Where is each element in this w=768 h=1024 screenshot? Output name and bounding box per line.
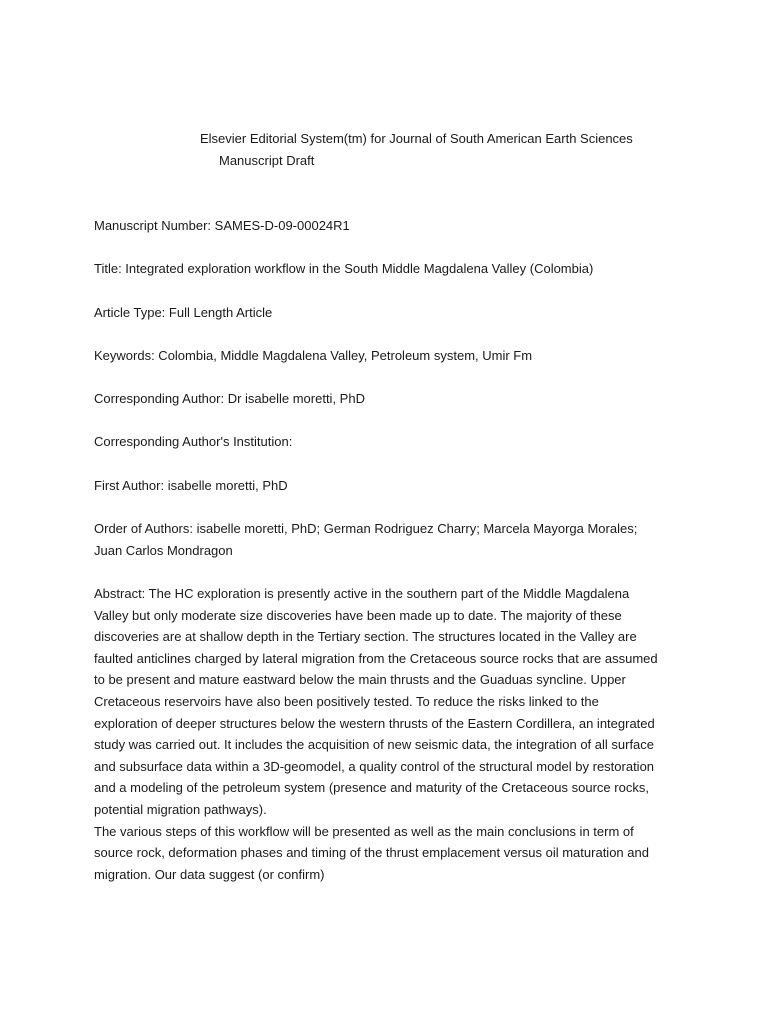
abstract-line: source rock, deformation phases and timing of the thrust emplacement versus oil maturation and <box>94 845 649 861</box>
abstract-line: study was carried out. It includes the acquisition of new seismic data, the integration of all surface <box>94 737 655 753</box>
abstract-line: Valley but only moderate size discoveries have been made up to date. The majority of these <box>94 607 622 623</box>
abstract-line: faulted anticlines charged by lateral migration from the Cretaceous source rocks that are assumed <box>94 650 658 666</box>
order-of-authors-line: Juan Carlos Mondragon <box>94 542 233 558</box>
abstract-line: potential migration pathways). <box>94 801 267 817</box>
corresponding-institution: Corresponding Author's Institution: <box>94 434 293 449</box>
manuscript-draft-label: Manuscript Draft <box>219 153 315 168</box>
order-of-authors-line: Order of Authors: isabelle moretti, PhD; German Rodriguez Charry; Marcela Mayorga Morales; <box>94 521 638 536</box>
abstract-line: and a modeling of the petroleum system (presence and maturity of the Cretaceous source rocks, <box>94 780 649 796</box>
abstract-line: Abstract: The HC exploration is presently active in the southern part of the Middle Magdalena <box>94 586 630 601</box>
abstract-line: Cretaceous reservoirs have also been positively tested. To reduce the risks linked to the <box>94 693 599 709</box>
system-title: Elsevier Editorial System(tm) for Journal of South American Earth Sciences <box>200 131 633 146</box>
abstract-line: exploration of deeper structures below the western thrusts of the Eastern Cordillera, an integrated <box>94 715 655 731</box>
order-of-authors <box>94 518 684 561</box>
abstract-line: migration. Our data suggest (or confirm) <box>94 866 325 882</box>
article-type: Article Type: Full Length Article <box>94 305 273 320</box>
keywords: Keywords: Colombia, Middle Magdalena Valley, Petroleum system, Umir Fm <box>94 348 533 363</box>
abstract-line: and subsurface data within a 3D-geomodel, a quality control of the structural model by restoration <box>94 758 655 774</box>
abstract-line: to be present and mature eastward below the main thrusts and the Guaduas syncline. Upper <box>94 672 626 688</box>
abstract <box>94 583 684 885</box>
corresponding-author: Corresponding Author: Dr isabelle moretti, PhD <box>94 391 365 406</box>
abstract-line: The various steps of this workflow will be presented as well as the main conclusions in term of <box>94 823 634 839</box>
first-author: First Author: isabelle moretti, PhD <box>94 478 288 493</box>
article-title: Title: Integrated exploration workflow in the South Middle Magdalena Valley (Colombia) <box>94 261 594 276</box>
abstract-line: discoveries are at shallow depth in the Tertiary section. The structures located in the Valley are <box>94 629 637 645</box>
manuscript-number: Manuscript Number: SAMES-D-09-00024R1 <box>94 218 350 233</box>
